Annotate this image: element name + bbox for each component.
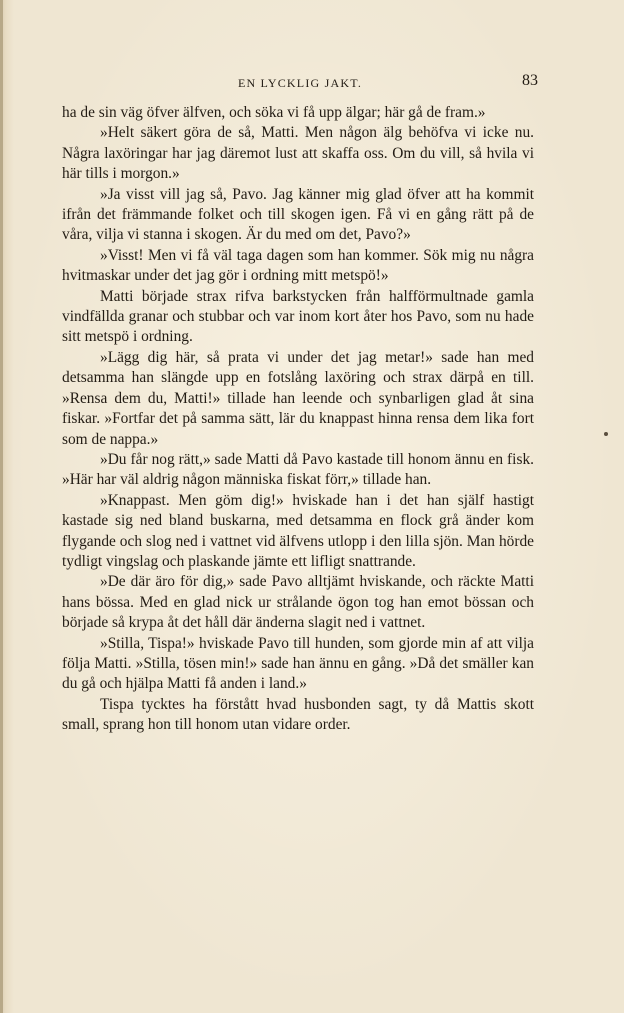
- page-header: [62, 72, 538, 94]
- paragraph-6: »Lägg dig här, så prata vi under det jag metar!» sade han med detsamma han slängde upp en fotslång laxöring och strax därpå en till. »Rensa dem du, Matti!» tillade han leende och synbarligen glad åt sina fiskar. »Fortfar det på samma sätt, lär du knappast hinna rensa dem lika fort som de nappa.»: [62, 348, 534, 448]
- page-binding-edge: [0, 0, 3, 1013]
- paragraph-2: »Helt säkert göra de så, Matti. Men någon älg behöfva vi icke nu. Några laxöringar har jag däremot lust att skaffa oss. Om du vill, så hvila vi här tills i morgon.»: [62, 124, 534, 183]
- paragraph-3: »Ja visst vill jag så, Pavo. Jag känner mig glad öfver att ha kommit ifrån det främmande folket och till skogen igen. Få vi en gång rätt på de våra, vilja vi stanna i skogen. Är du med om det, Pavo?»: [62, 185, 534, 244]
- body-text: [62, 103, 534, 736]
- paragraph-4: »Visst! Men vi få väl taga dagen som han kommer. Sök mig nu några hvitmaskar under det jag gör i ordning mitt metspö!»: [62, 246, 534, 285]
- paragraph-8: »Knappast. Men göm dig!» hviskade han i det han själf hastigt kastade sig ned bland buskarna, med detsamma en flock grå änder kom flygande och slog ned i vattnet vid älfvens utlopp i den lilla sjön. Man hörde tydligt vingslag och plaskande jämte ett lifligt snattrande.: [62, 491, 534, 570]
- paragraph-1: ha de sin väg öfver älfven, och söka vi få upp älgar; här gå de fram.»: [62, 104, 486, 121]
- page-number: 83: [522, 72, 538, 89]
- paragraph-9: »De där äro för dig,» sade Pavo alltjämt hviskande, och räckte Matti hans bössa. Med en glad nick ur strålande ögon tog han emot bössan och började så krypa åt det håll där änderna slagit ned i vattnet.: [62, 573, 534, 632]
- paragraph-11: Tispa tycktes ha förstått hvad husbonden sagt, ty då Mattis skott small, sprang hon till honom utan vidare order.: [62, 695, 534, 734]
- ink-speck: [604, 432, 608, 436]
- paragraph-7: »Du får nog rätt,» sade Matti då Pavo kastade till honom ännu en fisk. »Här har väl aldrig någon människa fiskat förr,» tillade han.: [62, 450, 534, 489]
- paragraph-10: »Stilla, Tispa!» hviskade Pavo till hunden, som gjorde min af att vilja följa Matti. »Stilla, tösen min!» sade han ännu en gång. »Då det smäller kan du gå och hjälpa Matti få anden i land.»: [62, 634, 534, 693]
- paragraph-5: Matti började strax rifva barkstycken från halfförmultnade gamla vindfällda granar och stubbar och var inom kort åter hos Pavo, som nu hade sitt metspö i ordning.: [62, 287, 534, 346]
- running-head: EN LYCKLIG JAKT.: [237, 76, 363, 90]
